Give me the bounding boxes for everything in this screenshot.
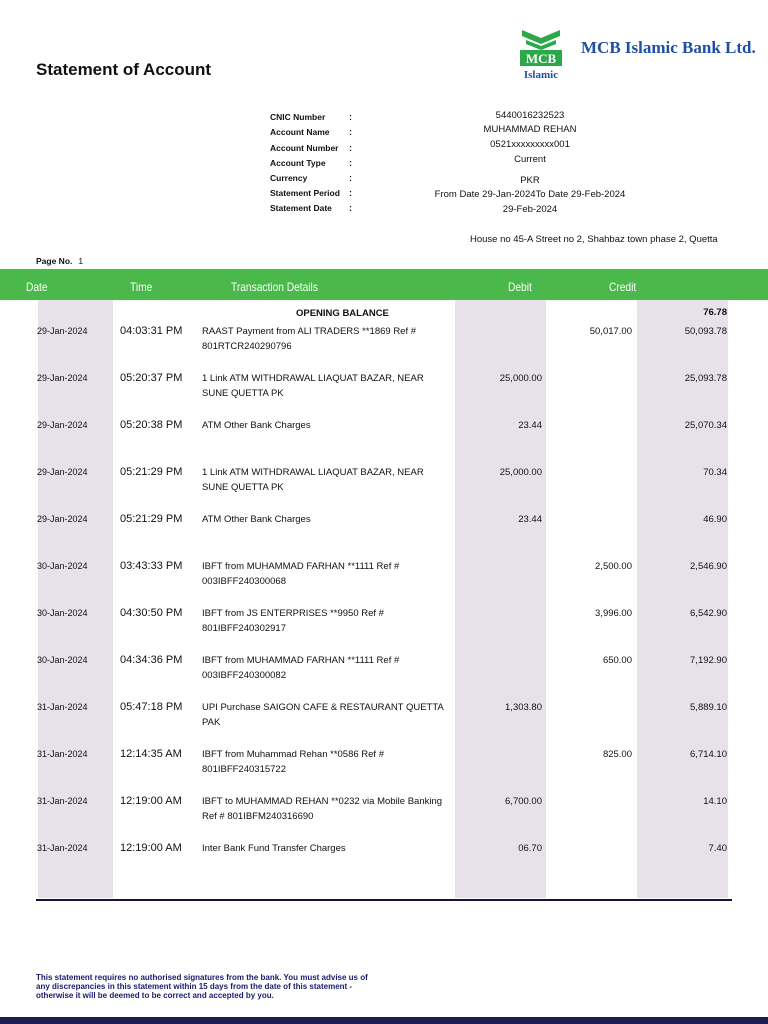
col-details: Transaction Details [231, 280, 318, 294]
row-details: IBFT from JS ENTERPRISES **9950 Ref # 801IBFF240302917 [202, 608, 384, 634]
row-credit: 2,500.00 [595, 561, 632, 572]
row-credit: 50,017.00 [589, 326, 632, 337]
row-details: IBFT from MUHAMMAD FARHAN **1111 Ref # 003IBFF240300082 [202, 655, 400, 681]
debit-column-shade [455, 300, 546, 898]
opening-balance-label: OPENING BALANCE [296, 308, 389, 319]
info-label: Account Name [270, 127, 330, 137]
row-details: ATM Other Bank Charges [202, 420, 311, 431]
row-credit: 3,996.00 [595, 608, 632, 619]
table-bottom-rule [36, 899, 732, 901]
row-date: 30-Jan-2024 [37, 608, 88, 618]
row-balance: 46.90 [703, 514, 727, 525]
balance-column-shade [637, 300, 728, 898]
row-date: 31-Jan-2024 [37, 749, 88, 759]
info-label: Account Type [270, 158, 326, 168]
row-time: 03:43:33 PM [120, 560, 183, 572]
page-number [36, 256, 83, 266]
col-time: Time [130, 280, 153, 294]
col-credit: Credit [609, 280, 637, 294]
row-date: 31-Jan-2024 [37, 843, 88, 853]
table-header [0, 269, 768, 300]
row-balance: 2,546.90 [690, 561, 727, 572]
row-balance: 25,093.78 [684, 373, 727, 384]
row-time: 12:19:00 AM [120, 842, 182, 854]
svg-text:Islamic: Islamic [523, 69, 559, 81]
row-details: RAAST Payment from ALI TRADERS **1869 Ref # 801RTCR240290796 [202, 326, 417, 352]
row-balance: 6,542.90 [690, 608, 727, 619]
row-debit: 06.70 [518, 843, 542, 854]
row-time: 05:21:29 PM [120, 466, 183, 478]
row-date: 29-Jan-2024 [37, 373, 88, 383]
row-date: 30-Jan-2024 [37, 655, 88, 665]
page-number-label: Page No. [36, 256, 73, 266]
row-date: 29-Jan-2024 [37, 326, 88, 336]
row-date: 31-Jan-2024 [37, 702, 88, 712]
row-debit: 25,000.00 [499, 373, 542, 384]
row-time: 05:47:18 PM [120, 701, 183, 713]
row-details: IBFT to MUHAMMAD REHAN **0232 via Mobile Banking Ref # 801IBFM240316690 [202, 796, 443, 822]
info-colon: : [349, 127, 352, 137]
info-label: CNIC Number [270, 112, 326, 122]
row-date: 29-Jan-2024 [37, 420, 88, 430]
page-number-value: 1 [78, 256, 84, 266]
row-details: 1 Link ATM WITHDRAWAL LIAQUAT BAZAR, NEAR SUNE QUETTA PK [202, 467, 424, 493]
bottom-bar [0, 1017, 768, 1024]
row-debit: 23.44 [518, 514, 542, 525]
info-colon: : [349, 143, 352, 153]
row-balance: 7.40 [708, 843, 727, 854]
customer-address: House no 45-A Street no 2, Shahbaz town phase 2, Quetta [470, 234, 718, 245]
info-colon: : [349, 188, 352, 198]
info-label: Statement Date [270, 203, 332, 213]
account-number: 0521xxxxxxxxx001 [490, 139, 570, 150]
footer-disclaimer: This statement requires no authorised signatures from the bank. You must advise us of any discrepancies in this statement within 15 days from the date of this statement - otherwise it will be deemed to be correct and accepted by you. [36, 973, 368, 1000]
row-credit: 650.00 [602, 655, 632, 666]
date-column-shade [38, 300, 113, 898]
row-details: Inter Bank Fund Transfer Charges [202, 843, 346, 854]
row-balance: 7,192.90 [690, 655, 727, 666]
row-date: 30-Jan-2024 [37, 561, 88, 571]
info-colon: : [349, 158, 352, 168]
row-balance: 14.10 [703, 796, 727, 807]
row-debit: 1,303.80 [505, 702, 542, 713]
statement-period: From Date 29-Jan-2024To Date 29-Feb-2024 [434, 189, 626, 200]
info-colon: : [349, 173, 352, 183]
row-details: UPI Purchase SAIGON CAFE & RESTAURANT QUETTA PAK [202, 702, 444, 728]
info-label: Statement Period [270, 188, 340, 198]
mcb-islamic-logo [520, 26, 562, 82]
svg-text:MCB: MCB [525, 51, 557, 66]
row-date: 29-Jan-2024 [37, 514, 88, 524]
row-date: 29-Jan-2024 [37, 467, 88, 477]
row-balance: 25,070.34 [684, 420, 727, 431]
row-credit: 825.00 [602, 749, 632, 760]
row-balance: 5,889.10 [690, 702, 727, 713]
row-time: 05:21:29 PM [120, 513, 183, 525]
info-label: Account Number [270, 143, 339, 153]
currency: PKR [520, 175, 540, 186]
row-debit: 6,700.00 [505, 796, 542, 807]
info-label: Currency [270, 173, 308, 183]
row-debit: 23.44 [518, 420, 542, 431]
row-time: 04:30:50 PM [120, 607, 183, 619]
row-time: 04:03:31 PM [120, 325, 183, 337]
row-balance: 70.34 [703, 467, 727, 478]
row-details: IBFT from MUHAMMAD FARHAN **1111 Ref # 003IBFF240300068 [202, 561, 400, 587]
account-type: Current [514, 154, 546, 165]
row-time: 04:34:36 PM [120, 654, 183, 666]
col-date: Date [26, 280, 48, 294]
statement-date: 29-Feb-2024 [502, 204, 558, 215]
row-date: 31-Jan-2024 [37, 796, 88, 806]
row-time: 12:19:00 AM [120, 795, 182, 807]
page-title: Statement of Account [36, 60, 212, 79]
row-details: IBFT from Muhammad Rehan **0586 Ref # 801IBFF240315722 [202, 749, 384, 775]
row-time: 05:20:38 PM [120, 419, 183, 431]
row-debit: 25,000.00 [499, 467, 542, 478]
row-time: 05:20:37 PM [120, 372, 183, 384]
info-colon: : [349, 112, 352, 122]
row-details: ATM Other Bank Charges [202, 514, 311, 525]
bank-name: MCB Islamic Bank Ltd. [581, 38, 756, 57]
opening-balance-value: 76.78 [703, 307, 727, 318]
col-debit: Debit [508, 280, 532, 294]
info-colon: : [349, 203, 352, 213]
row-balance: 50,093.78 [684, 326, 727, 337]
account-name: MUHAMMAD REHAN [483, 124, 577, 135]
cnic-number: 5440016232523 [495, 110, 565, 121]
row-details: 1 Link ATM WITHDRAWAL LIAQUAT BAZAR, NEAR SUNE QUETTA PK [202, 373, 424, 399]
row-time: 12:14:35 AM [120, 748, 182, 760]
row-balance: 6,714.10 [690, 749, 727, 760]
